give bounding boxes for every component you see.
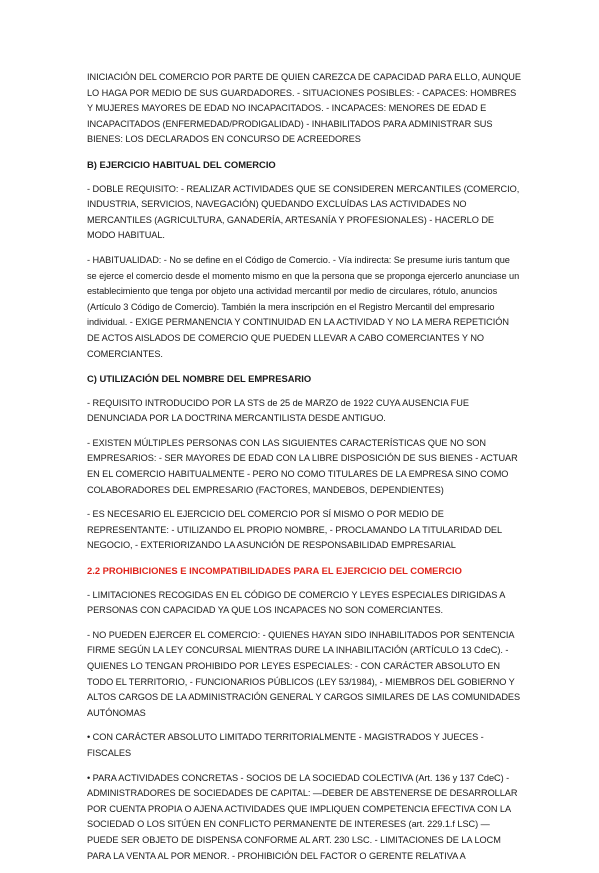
paragraph-limitations: - LIMITACIONES RECOGIDAS EN EL CÓDIGO DE COMERCIO Y LEYES ESPECIALES DIRIGIDAS A PERSONAS CON CAPACIDAD YA QUE LOS INCAPACES NO SON COMERCIANTES.: [87, 589, 505, 616]
paragraph-territorial-limit: • CON CARÁCTER ABSOLUTO LIMITADO TERRITORIALMENTE - MAGISTRADOS Y JUECES - FISCALES: [87, 732, 484, 758]
paragraph-non-entrepreneurs: - EXISTEN MÚLTIPLES PERSONAS CON LAS SIGUIENTES CARACTERÍSTICAS QUE NO SON EMPRESARIOS: - SER MAYORES DE EDAD CON LA LIBRE DISPOSICIÓN DE SUS BIENES - ACTUAR EN EL COMERCIO HABITUALMENTE - PERO NO COMO TITULARES DE LA EMPRESA SINO COMO COLABORADORES DEL EMPRESARIO (FACTORES, MANDEBOS, DEPENDIENTES): [87, 437, 518, 495]
document-page: [87, 70, 521, 873]
heading-habitual-exercise: B) EJERCICIO HABITUAL DEL COMERCIO: [87, 158, 276, 170]
paragraph-specific-activities: • PARA ACTIVIDADES CONCRETAS - SOCIOS DE LA SOCIEDAD COLECTIVA (Art. 136 y 137 CdeC) - ADMINISTRADORES DE SOCIEDADES DE CAPITAL: —DEBER DE ABSTENERSE DE DESARROLLAR POR CUENTA PROPIA O AJENA ACTIVIDADES QUE IMPLIQUEN COMPETENCIA EFECTIVA CON LA SOCIEDAD O LOS SITÚEN EN CONFLICTO PERMANENTE DE INTERESES (art. 229.1.f LSC) — PUEDE SER OBJETO DE DISPENSA CONFORME AL ART. 230 LSC. - LIMITACIONES DE LA LOCM PARA LA VENTA AL POR MENOR. - PROHIBICIÓN DEL FACTOR O GERENTE RELATIVA A: [87, 772, 518, 861]
paragraph-habituality: - HABITUALIDAD: - No se define en el Código de Comercio. - Vía indirecta: Se presume iuris tantum que se ejerce el comercio desde el momento mismo en que la persona que se proponga ejercerlo anunciase un establecimiento que tenga por objeto una actividad mercantil por medio de circulares, rótulo, anuncios (Artículo 3 Código de Comercio). También la mera inscripción en el Registro Mercantil del empresario individual. - EXIGE PERMANENCIA Y CONTINUIDAD EN LA ACTIVIDAD Y NO LA MERA REPETICIÓN DE ACTOS AISLADOS DE COMERCIO QUE PUEDEN LLEVAR A CABO COMERCIANTES Y NO COMERCIANTES.: [87, 254, 520, 359]
paragraph-capacity: INICIACIÓN DEL COMERCIO POR PARTE DE QUIEN CAREZCA DE CAPACIDAD PARA ELLO, AUNQUE LO HAGA POR MEDIO DE SUS GUARDADORES. - SITUACIONES POSIBLES: - CAPACES: HOMBRES Y MUJERES MAYORES DE EDAD NO INCAPACITADOS. - INCAPACES: MENORES DE EDAD E INCAPACITADOS (ENFERMEDAD/PRODIGALIDAD) - INHABILITADOS PARA ADMINISTRAR SUS BIENES: LOS DECLARADOS EN CONCURSO DE ACREEDORES: [87, 72, 521, 145]
paragraph-sts-requirement: - REQUISITO INTRODUCIDO POR LA STS de 25 de MARZO de 1922 CUYA AUSENCIA FUE DENUNCIADA POR LA DOCTRINA MERCANTILISTA DESDE ANTIGUO.: [87, 397, 469, 424]
paragraph-double-requirement: - DOBLE REQUISITO: - REALIZAR ACTIVIDADES QUE SE CONSIDEREN MERCANTILES (COMERCIO, INDUSTRIA, SERVICIOS, NAVEGACIÓN) QUEDANDO EXCLUÍDAS LAS ACTIVIDADES NO MERCANTILES (AGRICULTURA, GANADERÍA, ARTESANÍA Y PROFESIONALES) - HACERLO DE MODO HABITUAL.: [87, 183, 520, 241]
heading-prohibitions: 2.2 PROHIBICIONES E INCOMPATIBILIDADES PARA EL EJERCICIO DEL COMERCIO: [87, 565, 462, 577]
paragraph-own-name: - ES NECESARIO EL EJERCICIO DEL COMERCIO POR SÍ MISMO O POR MEDIO DE REPRESENTANTE: - UTILIZANDO EL PROPIO NOMBRE, - PROCLAMANDO LA TITULARIDAD DEL NEGOCIO, - EXTERIORIZANDO LA ASUNCIÓN DE RESPONSABILIDAD EMPRESARIAL: [87, 509, 502, 551]
heading-name-use: C) UTILIZACIÓN DEL NOMBRE DEL EMPRESARIO: [87, 373, 312, 385]
paragraph-cannot-trade: - NO PUEDEN EJERCER EL COMERCIO: - QUIENES HAYAN SIDO INHABILITADOS POR SENTENCIA FIRME SEGÚN LA LEY CONCURSAL MIENTRAS DURE LA INHABILITACIÓN (ARTÍCULO 13 CdeC). - QUIENES LO TENGAN PROHIBIDO POR LEYES ESPECIALES: - CON CARÁCTER ABSOLUTO EN TODO EL TERRITORIO, - FUNCIONARIOS PÚBLICOS (LEY 53/1984), - MIEMBROS DEL GOBIERNO Y ALTOS CARGOS DE LA ADMINISTRACIÓN GENERAL Y CARGOS SIMILARES DE LAS COMUNIDADES AUTÓNOMAS: [87, 629, 521, 718]
